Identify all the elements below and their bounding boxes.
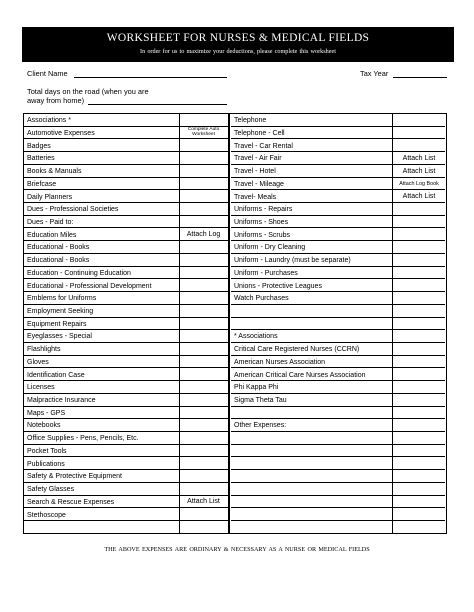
left-row-label: Books & Manuals <box>27 168 82 176</box>
left-row-label: Gloves <box>27 358 49 366</box>
table-row <box>24 279 229 292</box>
left-row-label: Education Miles <box>27 231 77 239</box>
table-row <box>231 432 445 445</box>
left-amount-cell[interactable] <box>179 152 228 164</box>
right-amount-cell[interactable] <box>393 318 445 330</box>
right-amount-cell[interactable] <box>393 178 445 190</box>
right-amount-cell[interactable] <box>393 356 445 368</box>
left-amount-cell[interactable] <box>179 203 228 215</box>
table-row <box>231 470 445 483</box>
right-row-label: Phi Kappa Phi <box>234 384 279 392</box>
right-amount-cell[interactable] <box>393 165 445 177</box>
left-row-label: Safety & Protective Equipment <box>27 473 122 481</box>
right-amount-cell[interactable] <box>393 432 445 444</box>
table-row <box>24 114 229 127</box>
left-amount-cell[interactable] <box>179 445 228 457</box>
left-row-label: Eyeglasses - Special <box>27 333 92 341</box>
right-amount-cell[interactable] <box>393 343 445 355</box>
left-amount-cell[interactable] <box>179 228 228 240</box>
right-amount-cell[interactable] <box>393 228 445 240</box>
left-amount-cell[interactable] <box>179 419 228 431</box>
table-row <box>24 216 229 229</box>
right-amount-cell[interactable] <box>393 127 445 139</box>
left-amount-cell[interactable] <box>179 279 228 291</box>
right-row-label: Uniforms - Scrubs <box>234 231 291 239</box>
left-amount-cell[interactable] <box>179 267 228 279</box>
right-amount-cell[interactable] <box>393 407 445 419</box>
right-row-label: Other Expenses: <box>234 422 287 430</box>
table-row <box>24 445 229 458</box>
table-row <box>231 152 445 165</box>
tax-year-label: Tax Year <box>360 69 389 78</box>
table-row <box>231 508 445 521</box>
left-amount-cell[interactable] <box>179 292 228 304</box>
right-row-label: Travel - Mileage <box>234 180 284 188</box>
left-amount-cell[interactable] <box>179 216 228 228</box>
right-amount-cell[interactable] <box>393 203 445 215</box>
left-row-label: Publications <box>27 460 65 468</box>
left-amount-cell[interactable] <box>179 496 228 508</box>
right-amount-cell[interactable] <box>393 470 445 482</box>
right-row-label: Travel - Car Rental <box>234 142 293 150</box>
left-row-label: Identification Case <box>27 371 85 379</box>
table-row <box>231 457 445 470</box>
table-row <box>231 114 445 127</box>
right-row-label: Telephone - Cell <box>234 129 285 137</box>
left-row-label: Office Supplies - Pens, Pencils, Etc. <box>27 435 139 443</box>
table-row <box>24 407 229 420</box>
left-amount-cell[interactable] <box>179 381 228 393</box>
left-row-label: Educational - Professional Development <box>27 282 152 290</box>
days-on-road-field[interactable] <box>88 104 227 105</box>
right-row-label: Travel- Meals <box>234 193 277 201</box>
right-row-label: Uniform - Laundry (must be separate) <box>234 257 351 265</box>
right-amount-cell[interactable] <box>393 483 445 495</box>
right-amount-cell[interactable] <box>393 305 445 317</box>
left-row-label: Maps - GPS <box>27 409 66 417</box>
left-row-label: Educational - Books <box>27 257 90 265</box>
right-amount-cell[interactable] <box>393 190 445 202</box>
table-row <box>231 127 445 140</box>
left-amount-cell[interactable] <box>179 343 228 355</box>
right-amount-cell[interactable] <box>393 394 445 406</box>
left-amount-cell[interactable] <box>179 356 228 368</box>
right-row-label: Uniform - Dry Cleaning <box>234 244 306 252</box>
left-row-label: Search & Rescue Expenses <box>27 498 115 506</box>
table-row <box>231 368 445 381</box>
table-row <box>231 241 445 254</box>
right-row-note: Attach List <box>402 154 436 162</box>
table-row <box>231 483 445 496</box>
days-on-road-label-line2: away from home) <box>27 96 85 105</box>
left-amount-cell[interactable] <box>179 432 228 444</box>
left-amount-cell[interactable] <box>179 305 228 317</box>
left-amount-cell[interactable] <box>179 457 228 469</box>
right-amount-cell[interactable] <box>393 114 445 126</box>
table-row <box>24 381 229 394</box>
table-row <box>24 178 229 191</box>
left-amount-cell[interactable] <box>179 241 228 253</box>
table-row <box>231 419 445 432</box>
right-amount-cell[interactable] <box>393 254 445 266</box>
right-amount-cell[interactable] <box>393 216 445 228</box>
left-row-note: Attach Log <box>186 231 221 239</box>
left-amount-cell[interactable] <box>179 178 228 190</box>
table-row <box>231 267 445 280</box>
table-row <box>24 267 229 280</box>
table-row <box>231 330 445 343</box>
table-row <box>231 279 445 292</box>
right-row-label: Uniforms - Shoes <box>234 218 289 226</box>
left-row-label: Notebooks <box>27 422 61 430</box>
table-row <box>24 356 229 369</box>
right-amount-cell[interactable] <box>393 267 445 279</box>
table-row <box>24 432 229 445</box>
table-row <box>24 330 229 343</box>
table-row <box>24 419 229 432</box>
left-row-label: Malpractice Insurance <box>27 397 96 405</box>
table-row <box>231 496 445 509</box>
left-amount-cell[interactable] <box>179 407 228 419</box>
table-row <box>231 165 445 178</box>
left-row-label: Associations * <box>27 117 71 125</box>
right-amount-cell[interactable] <box>393 496 445 508</box>
left-row-label: Stethoscope <box>27 511 66 519</box>
left-row-label: Batteries <box>27 155 55 163</box>
worksheet-header <box>22 27 454 62</box>
right-row-note: Attach Log Book <box>399 181 439 188</box>
table-row <box>231 305 445 318</box>
right-amount-cell[interactable] <box>393 292 445 304</box>
table-row <box>24 139 229 152</box>
days-on-road-label-line1: Total days on the road (when you are <box>27 87 149 96</box>
table-row <box>231 292 445 305</box>
table-row <box>24 165 229 178</box>
table-row <box>231 394 445 407</box>
right-row-label: Uniforms - Repairs <box>234 206 293 214</box>
table-row <box>24 483 229 496</box>
right-amount-cell[interactable] <box>393 152 445 164</box>
left-row-label: Automotive Expenses <box>27 129 95 137</box>
left-amount-cell[interactable] <box>179 368 228 380</box>
left-amount-cell[interactable] <box>179 165 228 177</box>
footer-statement: THE ABOVE EXPENSES ARE ORDINARY & NECESSARY AS A NURSE OR MEDICAL FIELDS <box>104 546 370 553</box>
table-row <box>231 254 445 267</box>
left-amount-cell[interactable] <box>179 394 228 406</box>
right-amount-cell[interactable] <box>393 381 445 393</box>
expense-table <box>23 113 447 534</box>
right-row-label: Sigma Theta Tau <box>234 397 287 405</box>
right-row-note: Attach List <box>402 193 436 201</box>
right-row-label: Critical Care Registered Nurses (CCRN) <box>234 346 360 354</box>
left-amount-cell[interactable] <box>179 190 228 202</box>
right-amount-cell[interactable] <box>393 279 445 291</box>
left-amount-cell[interactable] <box>179 254 228 266</box>
left-amount-cell[interactable] <box>179 127 228 139</box>
left-amount-cell[interactable] <box>179 330 228 342</box>
table-row <box>231 343 445 356</box>
right-amount-cell[interactable] <box>393 508 445 520</box>
table-row <box>231 381 445 394</box>
table-row <box>24 470 229 483</box>
worksheet-title: WORKSHEET FOR NURSES & MEDICAL FIELDS <box>106 32 370 44</box>
right-row-label: American Nurses Association <box>234 358 326 366</box>
left-row-label: Daily Planners <box>27 193 73 201</box>
table-row <box>24 152 229 165</box>
left-row-label: Education - Continuing Education <box>27 269 131 277</box>
right-row-label: Travel - Hotel <box>234 168 276 176</box>
table-row <box>24 190 229 203</box>
table-row <box>231 190 445 203</box>
table-row <box>24 508 229 521</box>
right-row-label: Telephone <box>234 117 267 125</box>
left-row-label: Flashlights <box>27 346 61 354</box>
left-row-label: Equipment Repairs <box>27 320 87 328</box>
left-amount-cell[interactable] <box>179 508 228 520</box>
table-row <box>231 445 445 458</box>
table-row <box>231 203 445 216</box>
left-row-label: Licenses <box>27 384 55 392</box>
table-row <box>231 356 445 369</box>
left-row-note: Complete Auto Worksheet <box>187 127 220 138</box>
right-row-label: Unions - Protective Leagues <box>234 282 322 290</box>
left-row-label: Briefcase <box>27 180 57 188</box>
right-row-label: Watch Purchases <box>234 295 289 303</box>
table-row <box>231 178 445 191</box>
left-amount-cell[interactable] <box>179 318 228 330</box>
worksheet-subtitle: In order for us to maximize your deductions, please complete this worksheet <box>140 48 336 55</box>
right-amount-cell[interactable] <box>393 457 445 469</box>
left-row-label: Dues - Paid to: <box>27 218 74 226</box>
left-row-label: Dues - Professional Societies <box>27 206 119 214</box>
left-row-label: Employment Seeking <box>27 308 94 316</box>
right-amount-cell[interactable] <box>393 419 445 431</box>
right-amount-cell[interactable] <box>393 241 445 253</box>
table-row <box>24 241 229 254</box>
left-row-label: Pocket Tools <box>27 447 67 455</box>
left-amount-cell[interactable] <box>179 483 228 495</box>
left-amount-cell[interactable] <box>179 114 228 126</box>
tax-year-field[interactable] <box>393 77 447 78</box>
left-row-label: Badges <box>27 142 51 150</box>
table-row <box>24 343 229 356</box>
table-row <box>24 203 229 216</box>
left-row-label: Safety Glasses <box>27 486 75 494</box>
table-row <box>24 305 229 318</box>
table-row <box>24 457 229 470</box>
table-row <box>24 394 229 407</box>
table-row <box>24 254 229 267</box>
right-row-label: * Associations <box>234 333 278 341</box>
right-amount-cell[interactable] <box>393 445 445 457</box>
left-row-label: Emblems for Uniforms <box>27 295 97 303</box>
left-row-note: Attach List <box>187 498 220 506</box>
table-row <box>24 368 229 381</box>
table-row <box>231 139 445 152</box>
right-row-label: Travel - Air Fair <box>234 155 282 163</box>
table-row <box>24 496 229 509</box>
left-amount-cell[interactable] <box>179 139 228 151</box>
table-row <box>24 228 229 241</box>
client-name-label: Client Name <box>27 69 68 78</box>
table-row <box>24 292 229 305</box>
right-amount-cell[interactable] <box>393 139 445 151</box>
left-row-label: Educational - Books <box>27 244 90 252</box>
client-name-field[interactable] <box>74 77 227 78</box>
right-row-label: Uniform - Purchases <box>234 269 298 277</box>
table-row <box>231 228 445 241</box>
left-amount-cell[interactable] <box>179 470 228 482</box>
right-amount-cell[interactable] <box>393 330 445 342</box>
table-row <box>24 318 229 331</box>
table-row <box>24 127 229 140</box>
right-row-label: American Critical Care Nurses Association <box>234 371 366 379</box>
table-row <box>231 216 445 229</box>
right-amount-cell[interactable] <box>393 368 445 380</box>
right-row-note: Attach List <box>402 167 436 175</box>
table-row <box>231 407 445 420</box>
table-row <box>231 318 445 331</box>
